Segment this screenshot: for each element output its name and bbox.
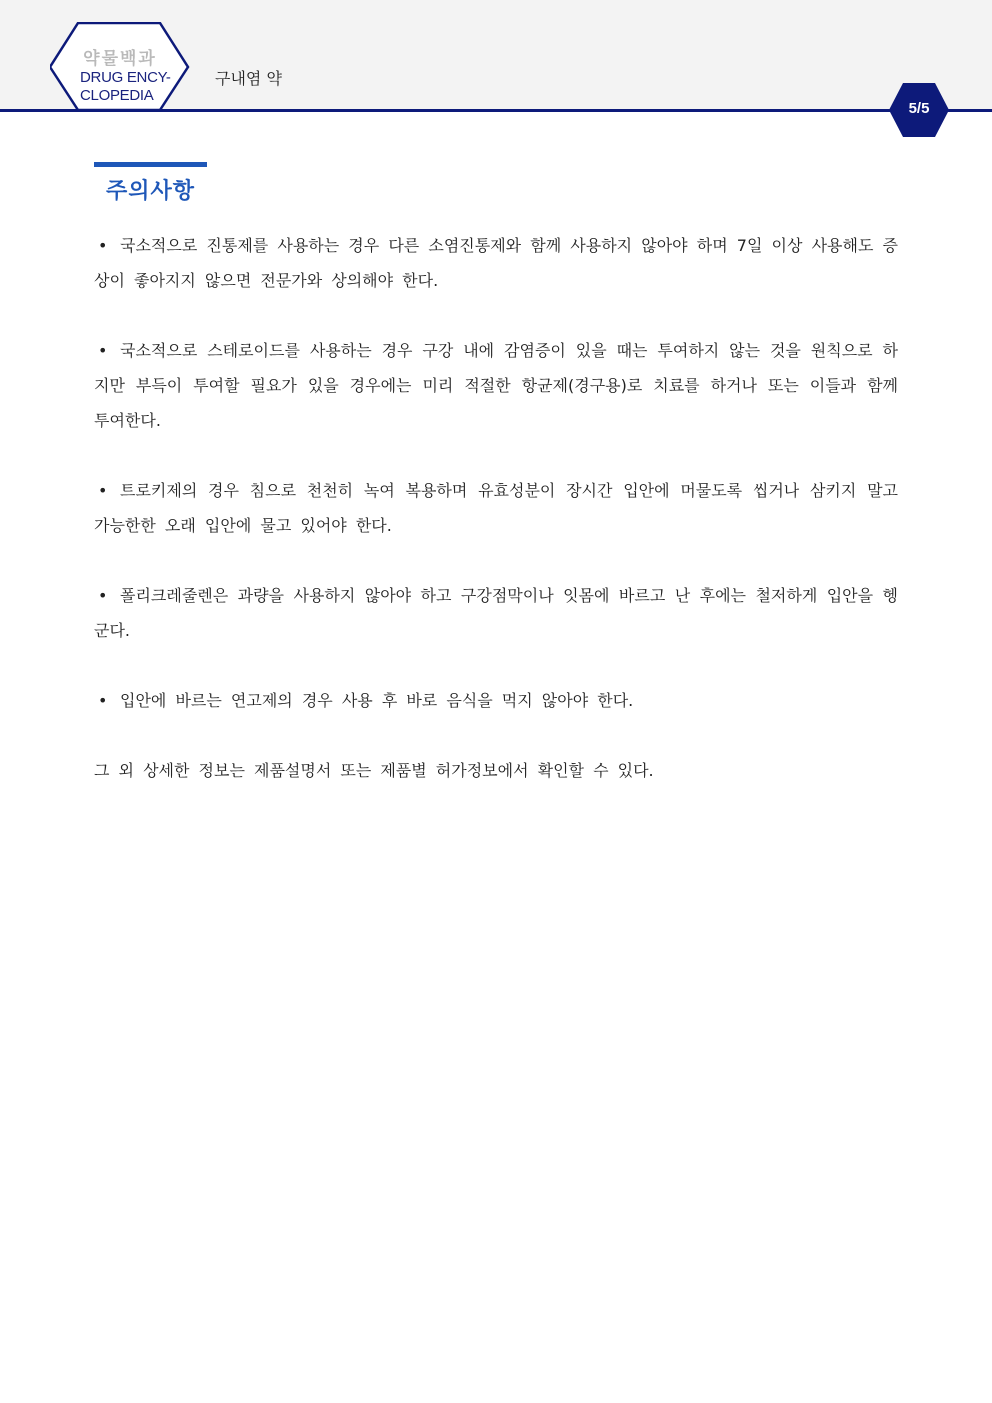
bullet-icon: • — [98, 481, 108, 500]
drug-encyclopedia-logo — [50, 22, 190, 112]
logo-english-line-1: DRUG ENCY- — [80, 69, 171, 86]
precaution-text: 입안에 바르는 연고제의 경우 사용 후 바로 음식을 먹지 않아야 한다. — [120, 691, 634, 710]
document-title: 구내염 약 — [215, 69, 282, 88]
logo-korean-text: 약물백과 — [83, 49, 157, 69]
precaution-text: 국소적으로 스테로이드를 사용하는 경우 구강 내에 감염증이 있을 때는 투여하지 않는 것을 원칙으로 하지만 부득이 투여할 필요가 있을 경우에는 미리 적절한 항균제(경구용)로 치료를 하거나 또는 이들과 함께 투여한다. — [94, 341, 898, 430]
bullet-icon: • — [98, 236, 108, 255]
precaution-item — [94, 473, 898, 543]
precaution-text: 폴리크레줄렌은 과량을 사용하지 않아야 하고 구강점막이나 잇몸에 바르고 난 후에는 철저하게 입안을 헹군다. — [94, 586, 898, 640]
precaution-item — [94, 683, 898, 718]
precaution-text: 국소적으로 진통제를 사용하는 경우 다른 소염진통제와 함께 사용하지 않아야 하며 7일 이상 사용해도 증상이 좋아지지 않으면 전문가와 상의해야 한다. — [94, 236, 898, 290]
section-title: 주의사항 — [106, 179, 196, 204]
precaution-item — [94, 333, 898, 438]
bullet-icon: • — [98, 691, 108, 710]
section-accent-bar — [94, 162, 207, 167]
bullet-icon: • — [98, 341, 108, 360]
page-number: 5/5 — [908, 100, 930, 117]
precaution-item — [94, 578, 898, 648]
closing-note: 그 외 상세한 정보는 제품설명서 또는 제품별 허가정보에서 확인할 수 있다. — [94, 761, 654, 780]
precaution-text: 트로키제의 경우 침으로 천천히 녹여 복용하며 유효성분이 장시간 입안에 머물도록 씹거나 삼키지 말고 가능한한 오래 입안에 물고 있어야 한다. — [94, 481, 898, 535]
bullet-icon: • — [98, 586, 108, 605]
logo-english-line-2: CLOPEDIA — [80, 87, 154, 104]
precautions-content — [94, 228, 898, 788]
page-indicator-badge — [888, 82, 950, 138]
logo-english-text — [80, 69, 190, 105]
precaution-item — [94, 228, 898, 298]
